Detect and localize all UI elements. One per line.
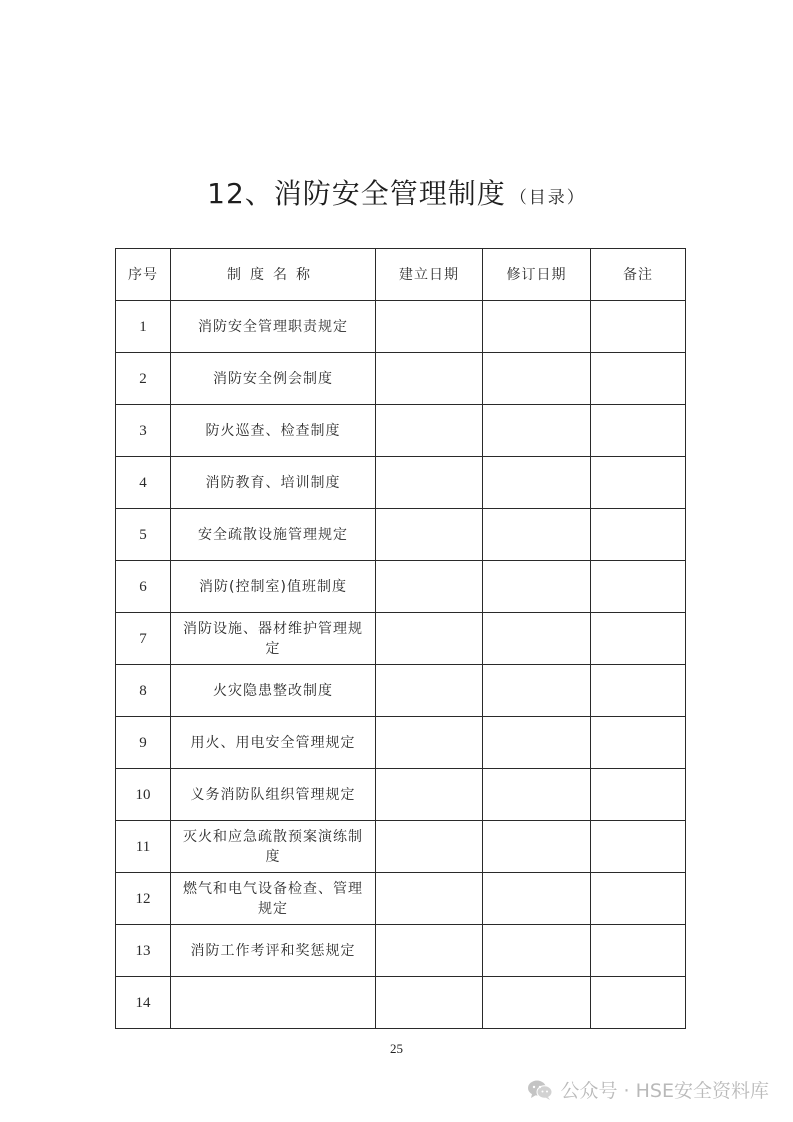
watermark-text: 公众号 · HSE安全资料库	[560, 1080, 769, 1102]
row-number: 4	[116, 457, 171, 509]
row-remarks	[591, 665, 686, 717]
row-number: 13	[116, 925, 171, 977]
row-regulation-name: 安全疏散设施管理规定	[171, 509, 376, 561]
header-name: 制度名称	[171, 249, 376, 301]
table-row	[116, 977, 686, 1029]
row-established-date	[376, 873, 483, 925]
row-established-date	[376, 457, 483, 509]
title-suffix: （目录）	[509, 188, 586, 208]
row-revised-date	[483, 717, 591, 769]
row-number: 6	[116, 561, 171, 613]
row-revised-date	[483, 509, 591, 561]
row-remarks	[591, 301, 686, 353]
row-remarks	[591, 769, 686, 821]
table-row	[116, 873, 686, 925]
header-established-date: 建立日期	[376, 249, 483, 301]
row-established-date	[376, 925, 483, 977]
row-remarks	[591, 821, 686, 873]
header-no: 序号	[116, 249, 171, 301]
wechat-icon	[527, 1079, 553, 1101]
row-number: 2	[116, 353, 171, 405]
row-regulation-name: 消防教育、培训制度	[171, 457, 376, 509]
table-row	[116, 717, 686, 769]
header-revised-date: 修订日期	[483, 249, 591, 301]
table-row	[116, 509, 686, 561]
row-remarks	[591, 509, 686, 561]
row-established-date	[376, 301, 483, 353]
row-revised-date	[483, 561, 591, 613]
row-regulation-name	[171, 977, 376, 1029]
row-number: 8	[116, 665, 171, 717]
row-established-date	[376, 977, 483, 1029]
row-regulation-name: 消防安全管理职责规定	[171, 301, 376, 353]
row-number: 10	[116, 769, 171, 821]
row-regulation-name: 消防工作考评和奖惩规定	[171, 925, 376, 977]
title-main: 12、消防安全管理制度	[207, 177, 506, 210]
row-number: 14	[116, 977, 171, 1029]
row-number: 5	[116, 509, 171, 561]
row-remarks	[591, 977, 686, 1029]
table-row	[116, 821, 686, 873]
row-number: 11	[116, 821, 171, 873]
row-revised-date	[483, 301, 591, 353]
row-remarks	[591, 613, 686, 665]
row-revised-date	[483, 405, 591, 457]
table-row	[116, 457, 686, 509]
row-regulation-name: 灭火和应急疏散预案演练制度	[171, 821, 376, 873]
table-row	[116, 665, 686, 717]
row-established-date	[376, 769, 483, 821]
row-regulation-name: 火灾隐患整改制度	[171, 665, 376, 717]
row-number: 7	[116, 613, 171, 665]
row-remarks	[591, 405, 686, 457]
page-number: 25	[390, 1041, 403, 1056]
row-established-date	[376, 821, 483, 873]
row-number: 9	[116, 717, 171, 769]
table-body	[116, 301, 686, 1029]
row-regulation-name: 消防设施、器材维护管理规定	[171, 613, 376, 665]
row-revised-date	[483, 821, 591, 873]
row-regulation-name: 防火巡查、检查制度	[171, 405, 376, 457]
row-established-date	[376, 717, 483, 769]
table-row	[116, 769, 686, 821]
row-remarks	[591, 353, 686, 405]
row-number: 12	[116, 873, 171, 925]
watermark	[527, 1076, 769, 1103]
row-revised-date	[483, 613, 591, 665]
regulation-directory-table	[115, 248, 686, 1029]
table-row	[116, 405, 686, 457]
row-regulation-name: 消防(控制室)值班制度	[171, 561, 376, 613]
table-row	[116, 353, 686, 405]
header-remarks: 备注	[591, 249, 686, 301]
row-remarks	[591, 873, 686, 925]
table-header-row	[116, 249, 686, 301]
row-established-date	[376, 561, 483, 613]
row-revised-date	[483, 925, 591, 977]
row-revised-date	[483, 977, 591, 1029]
table-row	[116, 301, 686, 353]
row-number: 1	[116, 301, 171, 353]
row-number: 3	[116, 405, 171, 457]
row-regulation-name: 用火、用电安全管理规定	[171, 717, 376, 769]
row-remarks	[591, 457, 686, 509]
row-regulation-name: 消防安全例会制度	[171, 353, 376, 405]
row-regulation-name: 燃气和电气设备检查、管理规定	[171, 873, 376, 925]
row-revised-date	[483, 457, 591, 509]
row-remarks	[591, 717, 686, 769]
row-established-date	[376, 613, 483, 665]
row-revised-date	[483, 665, 591, 717]
table-row	[116, 925, 686, 977]
row-revised-date	[483, 769, 591, 821]
row-established-date	[376, 353, 483, 405]
row-revised-date	[483, 873, 591, 925]
table-row	[116, 613, 686, 665]
row-established-date	[376, 665, 483, 717]
row-revised-date	[483, 353, 591, 405]
row-remarks	[591, 561, 686, 613]
row-established-date	[376, 509, 483, 561]
table-row	[116, 561, 686, 613]
row-regulation-name: 义务消防队组织管理规定	[171, 769, 376, 821]
row-remarks	[591, 925, 686, 977]
row-established-date	[376, 405, 483, 457]
document-title	[0, 172, 793, 212]
